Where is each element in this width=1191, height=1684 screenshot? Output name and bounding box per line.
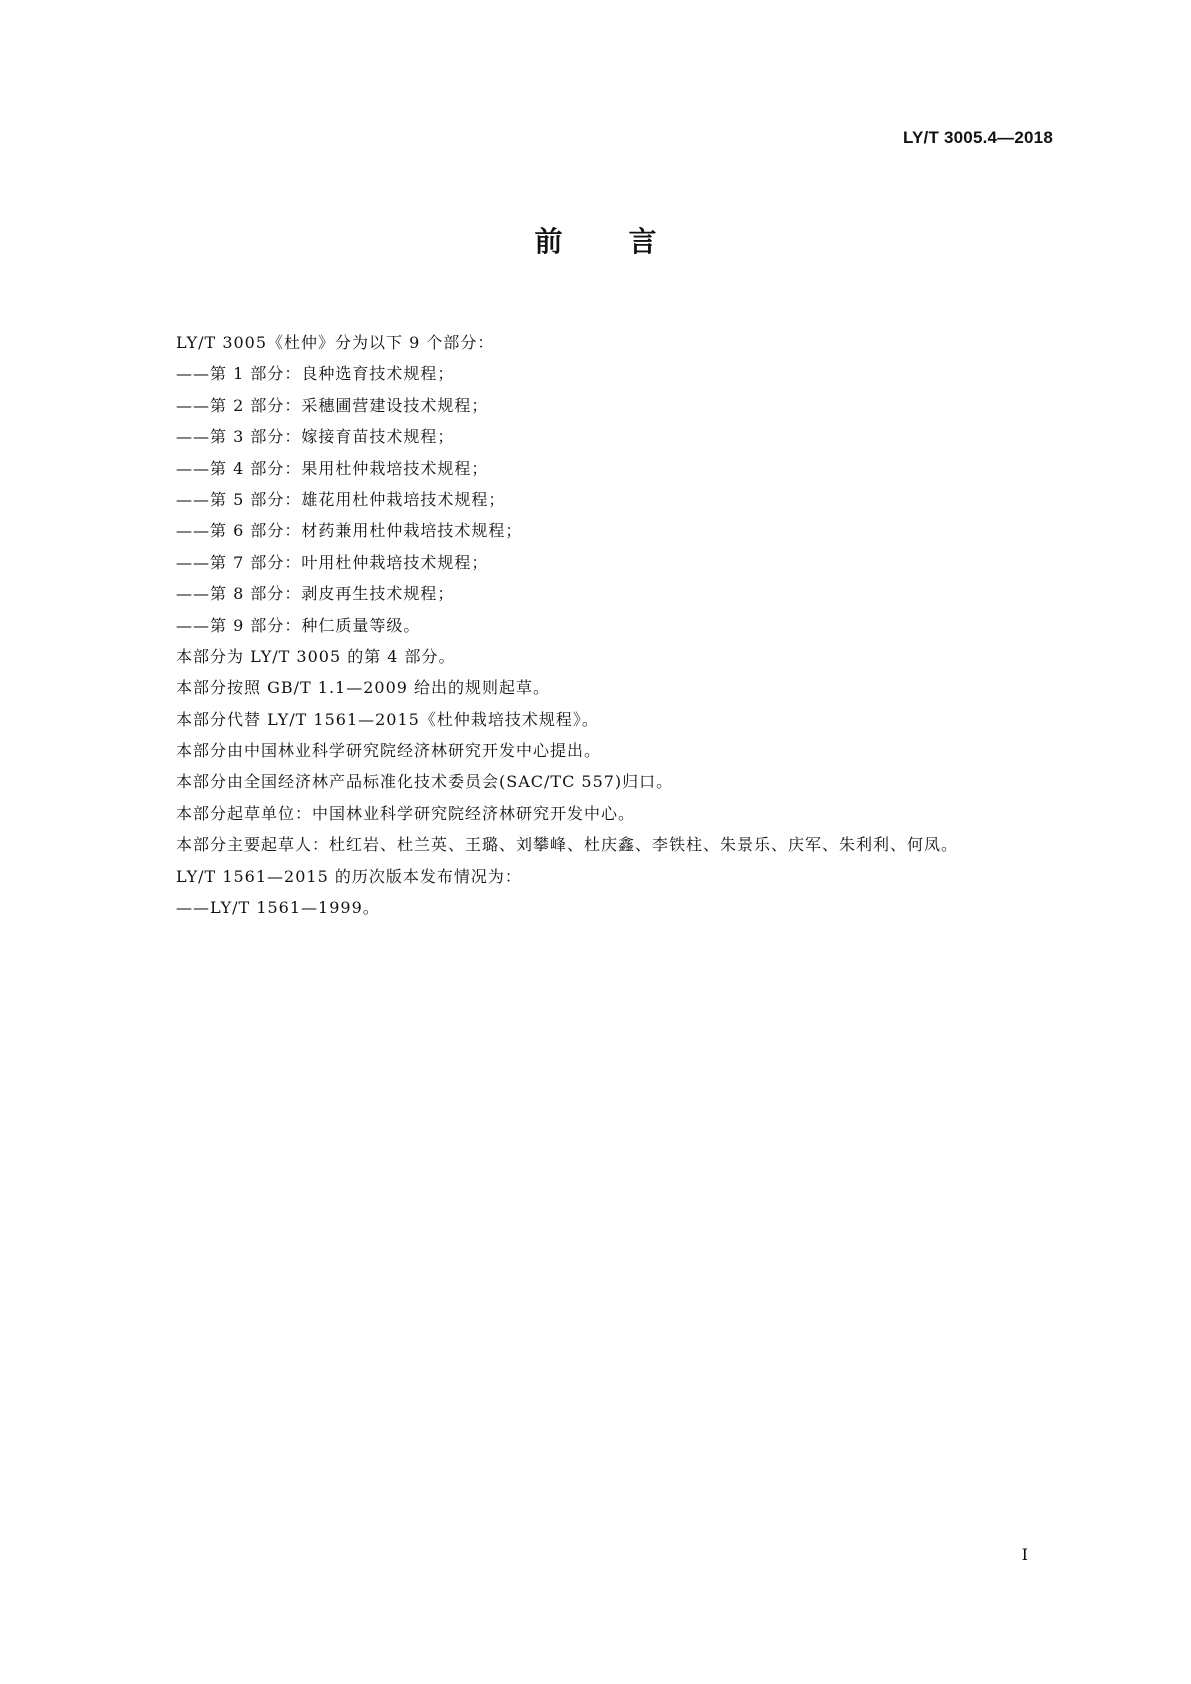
foreword-line-drafting-rules: 本部分按照 GB/T 1.1—2009 给出的规则起草。 bbox=[176, 678, 551, 698]
foreword-line-administered-by: 本部分由全国经济林产品标准化技术委员会(SAC/TC 557)归口。 bbox=[176, 772, 674, 792]
page-number: I bbox=[1021, 1545, 1028, 1564]
page-title-char-1: 前 bbox=[534, 225, 563, 258]
part-list-item-9: ——第 9 部分：种仁质量等级。 bbox=[176, 615, 421, 635]
part-list-item-6: ——第 6 部分：材药兼用杜仲栽培技术规程； bbox=[176, 521, 523, 541]
foreword-line-history-intro: LY/T 1561—2015 的历次版本发布情况为： bbox=[176, 866, 522, 886]
foreword-line-proposed-by: 本部分由中国林业科学研究院经济林研究开发中心提出。 bbox=[176, 741, 602, 761]
foreword-line-part-statement: 本部分为 LY/T 3005 的第 4 部分。 bbox=[176, 646, 456, 666]
foreword-line-drafting-unit: 本部分起草单位：中国林业科学研究院经济林研究开发中心。 bbox=[176, 803, 636, 823]
foreword-line-intro: LY/T 3005《杜仲》分为以下 9 个部分： bbox=[176, 333, 495, 352]
part-list-item-4: ——第 4 部分：果用杜仲栽培技术规程； bbox=[176, 458, 489, 478]
part-list-item-7: ——第 7 部分：叶用杜仲栽培技术规程； bbox=[176, 552, 489, 572]
part-list-item-8: ——第 8 部分：剥皮再生技术规程； bbox=[176, 584, 455, 604]
foreword-body bbox=[176, 327, 1076, 923]
history-list-item-1: ——LY/T 1561—1999。 bbox=[176, 898, 380, 918]
part-list-item-5: ——第 5 部分：雄花用杜仲栽培技术规程； bbox=[176, 489, 506, 509]
page-title bbox=[0, 225, 1191, 258]
part-list-item-1: ——第 1 部分：良种选育技术规程； bbox=[176, 364, 455, 384]
page-title-char-2: 言 bbox=[628, 225, 657, 258]
foreword-line-drafters: 本部分主要起草人：杜红岩、杜兰英、王璐、刘攀峰、杜庆鑫、李铁柱、朱景乐、庆军、朱利利、何凤。 bbox=[176, 835, 959, 855]
standard-code: LY/T 3005.4—2018 bbox=[902, 128, 1053, 147]
foreword-line-replaces: 本部分代替 LY/T 1561—2015《杜仲栽培技术规程》。 bbox=[176, 709, 599, 729]
part-list-item-3: ——第 3 部分：嫁接育苗技术规程； bbox=[176, 427, 455, 447]
part-list-item-2: ——第 2 部分：采穗圃营建设技术规程； bbox=[176, 395, 489, 415]
